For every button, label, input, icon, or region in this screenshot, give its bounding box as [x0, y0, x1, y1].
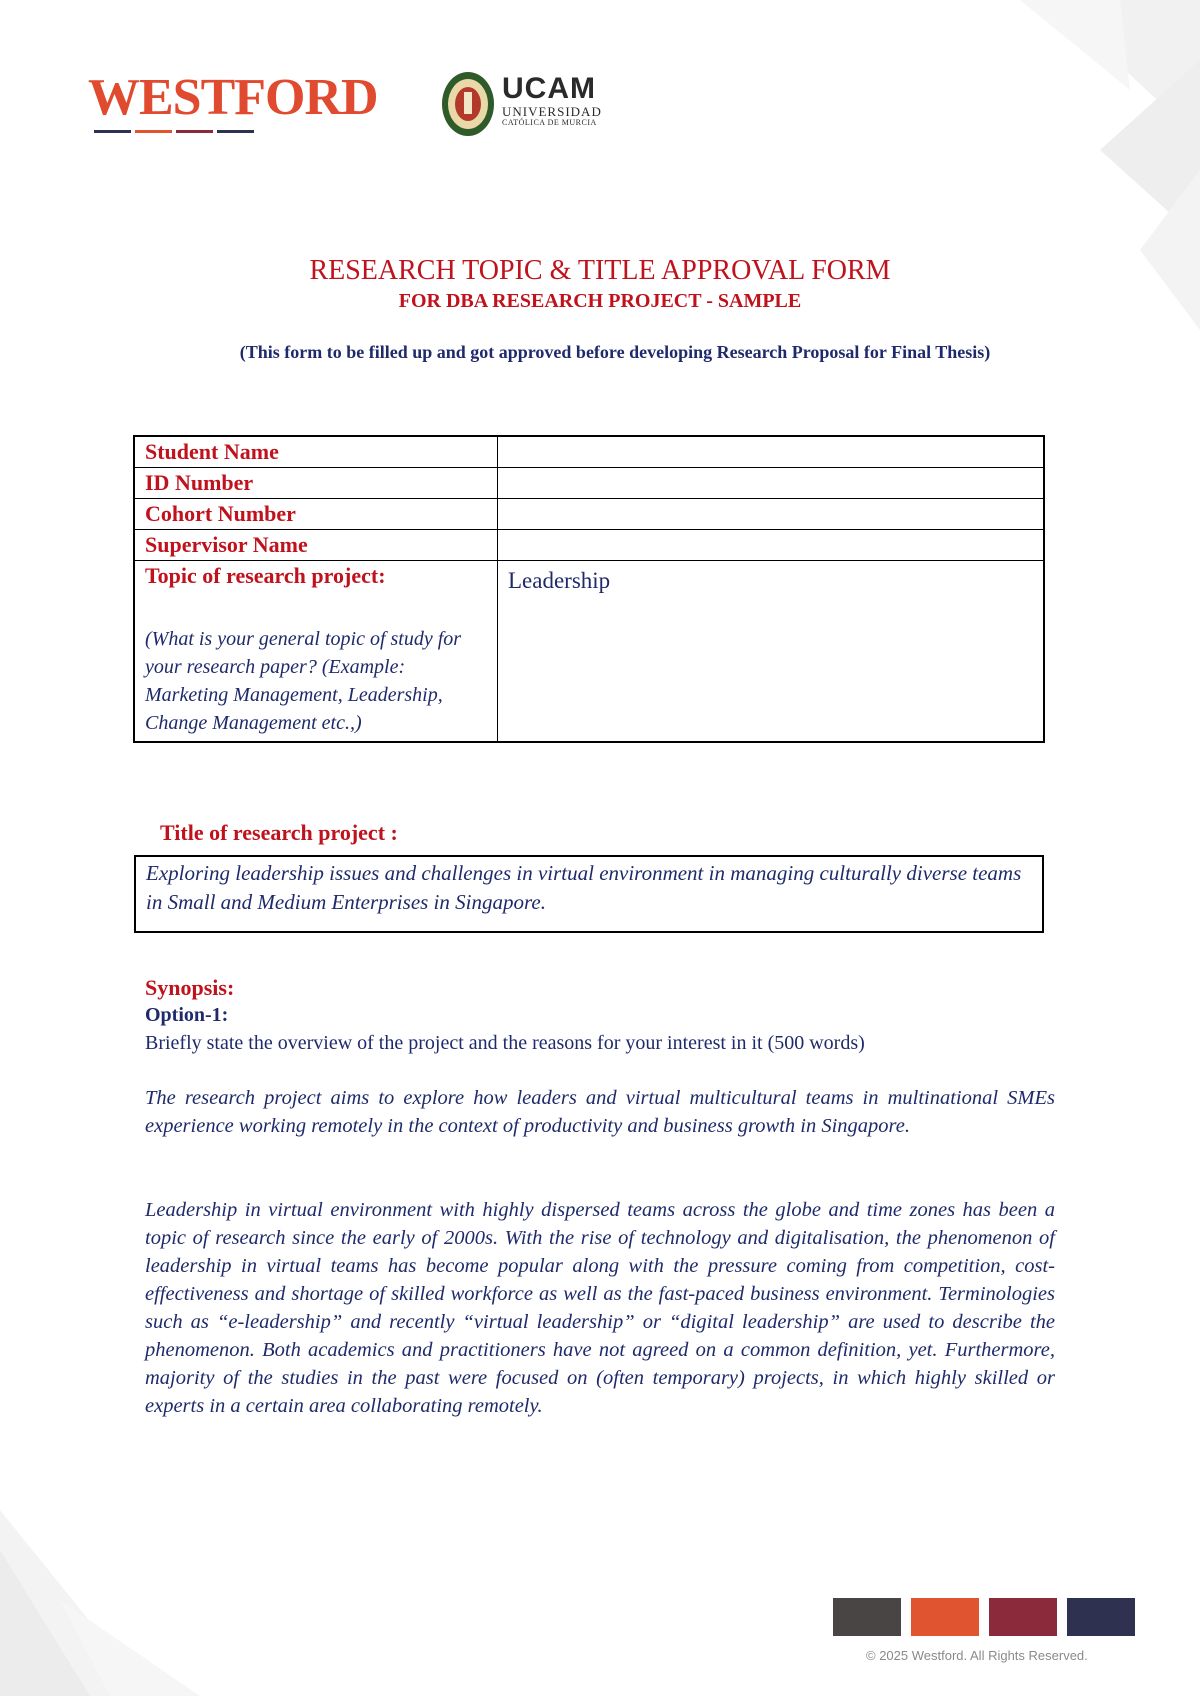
synopsis-instruction: Briefly state the overview of the project and the reasons for your interest in it (500 words)	[145, 1032, 865, 1054]
topic-value: Leadership	[508, 568, 611, 593]
background-decoration-bottom-left	[0, 1510, 260, 1696]
table-row	[134, 436, 1044, 468]
table-row	[134, 468, 1044, 499]
topic-hint: (What is your general topic of study for your research paper? (Example: Marketing Management, Leadership, Change Management etc.,)	[145, 628, 462, 734]
footer-bar-orange	[911, 1598, 979, 1636]
supervisor-name-label: Supervisor Name	[145, 532, 308, 557]
id-number-field[interactable]	[498, 468, 1045, 499]
ucam-wordmark: UCAM	[502, 72, 596, 105]
research-title-label: Title of research project :	[160, 820, 398, 845]
table-row	[134, 561, 1044, 743]
research-title-field[interactable]	[134, 855, 1044, 933]
cohort-number-label: Cohort Number	[145, 501, 296, 526]
ucam-subtitle-line1: UNIVERSIDAD	[502, 104, 602, 119]
student-name-field[interactable]	[498, 436, 1045, 468]
id-number-label: ID Number	[145, 470, 254, 495]
cohort-number-field[interactable]	[498, 499, 1045, 530]
research-title-value: Exploring leadership issues and challenges in virtual environment in managing culturally diverse teams in Small and Medium Enterprises in Singapore.	[146, 861, 1022, 914]
westford-color-bars	[94, 130, 254, 134]
copyright-text: © 2025 Westford. All Rights Reserved.	[866, 1648, 1088, 1663]
footer-bar-gray	[833, 1598, 901, 1636]
ucam-seal-icon	[440, 70, 496, 138]
footer-bar-maroon	[989, 1598, 1057, 1636]
form-subtitle: FOR DBA RESEARCH PROJECT - SAMPLE	[398, 290, 802, 312]
footer-bar-navy	[1067, 1598, 1135, 1636]
topic-field[interactable]	[498, 561, 1045, 743]
supervisor-name-field[interactable]	[498, 530, 1045, 561]
synopsis-paragraph-2: Leadership in virtual environment with highly dispersed teams across the globe and time zones has been a topic of research since the early of 2000s. With the rise of technology and digitalisation, the phenomenon of leadership in virtual teams has become popular along with the pressure coming from competition, cost-effectiveness and shortage of skilled workforce as well as the fast-paced business environment. Terminologies such as “e-leadership” and recently “virtual leadership” or “digital leadership” are used to describe the phenomenon. Both academics and practitioners have not agreed on a common definition, yet. Furthermore, majority of the studies in the past were focused on (often temporary) projects, in which highly skilled or experts in a certain area collaborating remotely.	[145, 1199, 1055, 1417]
footer-color-bars	[833, 1598, 1135, 1636]
westford-wordmark: WESTFORD	[88, 69, 378, 126]
form-title: RESEARCH TOPIC & TITLE APPROVAL FORM	[309, 255, 891, 286]
topic-label: Topic of research project:	[145, 563, 386, 588]
form-instruction-note: (This form to be filled up and got approved before developing Research Proposal for Final Thesis)	[239, 342, 991, 362]
option-heading: Option-1:	[145, 1004, 229, 1026]
table-row	[134, 499, 1044, 530]
westford-logo	[88, 58, 388, 138]
synopsis-paragraph-1: The research project aims to explore how leaders and virtual multicultural teams in multinational SMEs experience working remotely in the context of productivity and business growth in Singapore.	[145, 1087, 1055, 1137]
synopsis-heading: Synopsis:	[145, 975, 235, 1000]
ucam-subtitle-line2: CATÓLICA DE MURCIA	[502, 118, 597, 127]
student-info-table	[133, 435, 1045, 743]
table-row	[134, 530, 1044, 561]
student-name-label: Student Name	[145, 439, 279, 464]
